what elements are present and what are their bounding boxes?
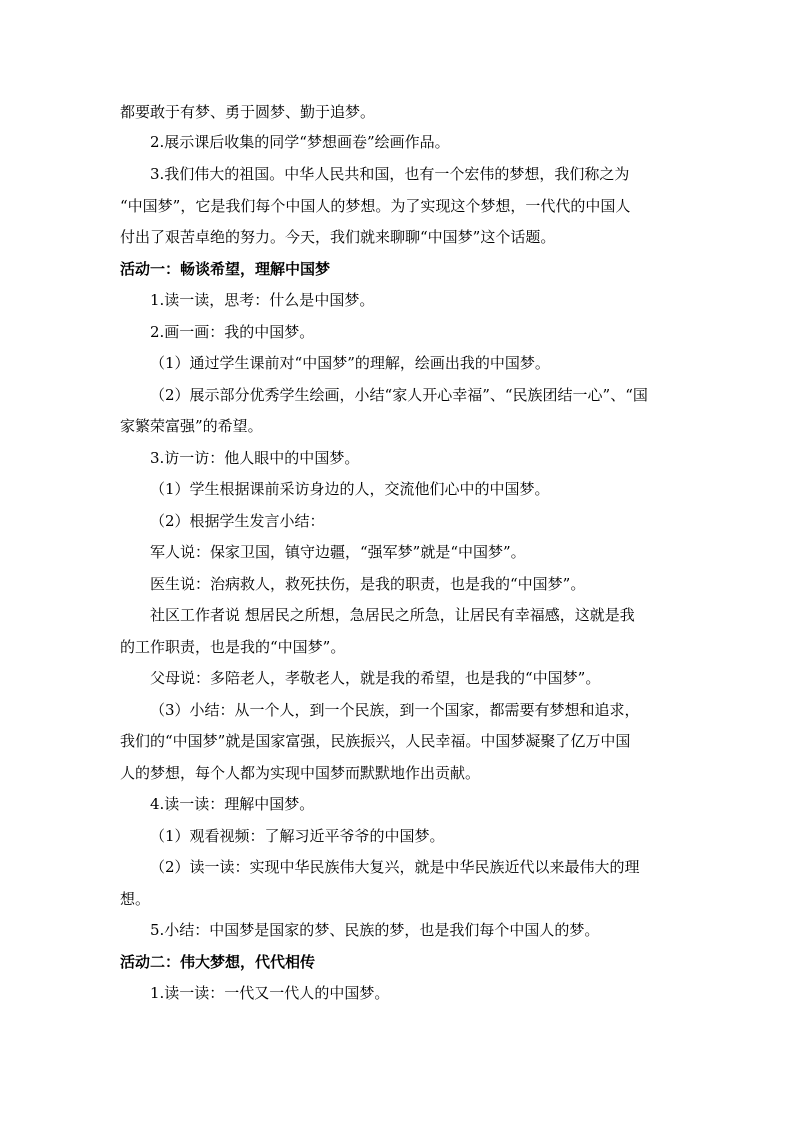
paragraph-line: 都要敢于有梦、勇于圆梦、勤于追梦。: [120, 103, 376, 121]
paragraph-line: 的工作职责，也是我的“中国梦”。: [120, 638, 346, 656]
quote-line: 医生说：治病救人，救死扶伤，是我的职责，也是我的“中国梦”。: [150, 575, 586, 593]
sub-list-item: （2）根据学生发言小结：: [150, 512, 325, 530]
quote-line: 社区工作者说 想居民之所想，急居民之所急，让居民有幸福感，这就是我: [150, 606, 635, 624]
sub-list-item: （2）展示部分优秀学生绘画，小结“家人开心幸福”、“民族团结一心”、“国: [150, 386, 648, 404]
sub-list-item: （1）学生根据课前采访身边的人，交流他们心中的中国梦。: [150, 480, 550, 498]
sub-list-item: （1）观看视频：了解习近平爷爷的中国梦。: [150, 827, 445, 845]
list-item: 2.展示课后收集的同学“梦想画卷”绘画作品。: [150, 133, 450, 151]
sub-list-item: （3）小结：从一个人，到一个民族，到一个国家，都需要有梦想和追求，: [150, 701, 640, 719]
paragraph-line: 人的梦想，每个人都为实现中国梦而默默地作出贡献。: [120, 764, 481, 782]
list-item: 1.读一读，思考：什么是中国梦。: [150, 291, 375, 309]
paragraph-line: 家繁荣富强”的希望。: [120, 417, 263, 435]
quote-line: 军人说：保家卫国，镇守边疆，“强军梦”就是“中国梦”。: [150, 543, 526, 561]
list-item: 2.画一画：我的中国梦。: [150, 323, 315, 341]
section-heading-activity-2: 活动二：伟大梦想，代代相传: [120, 953, 316, 971]
list-item: 5.小结：中国梦是国家的梦、民族的梦，也是我们每个中国人的梦。: [150, 921, 600, 939]
list-item: 3.我们伟大的祖国。中华人民共和国，也有一个宏伟的梦想，我们称之为: [150, 165, 630, 183]
sub-list-item: （2）读一读：实现中华民族伟大复兴，就是中华民族近代以来最伟大的理: [150, 858, 640, 876]
list-item: 3.访一访：他人眼中的中国梦。: [150, 449, 360, 467]
paragraph-line: 付出了艰苦卓绝的努力。今天，我们就来聊聊“中国梦”这个话题。: [120, 228, 556, 246]
quote-line: 父母说：多陪老人，孝敬老人，就是我的希望，也是我的“中国梦”。: [150, 669, 601, 687]
paragraph-line: 我们的“中国梦”就是国家富强，民族振兴，人民幸福。中国梦凝聚了亿万中国: [120, 732, 631, 750]
section-heading-activity-1: 活动一：畅谈希望，理解中国梦: [120, 260, 331, 278]
paragraph-line: “中国梦”，它是我们每个中国人的梦想。为了实现这个梦想，一代代的中国人: [120, 197, 631, 215]
list-item: 4.读一读：理解中国梦。: [150, 795, 315, 813]
list-item: 1.读一读：一代又一代人的中国梦。: [150, 984, 390, 1002]
paragraph-line: 想。: [120, 890, 151, 908]
sub-list-item: （1）通过学生课前对“中国梦”的理解，绘画出我的中国梦。: [150, 354, 550, 372]
